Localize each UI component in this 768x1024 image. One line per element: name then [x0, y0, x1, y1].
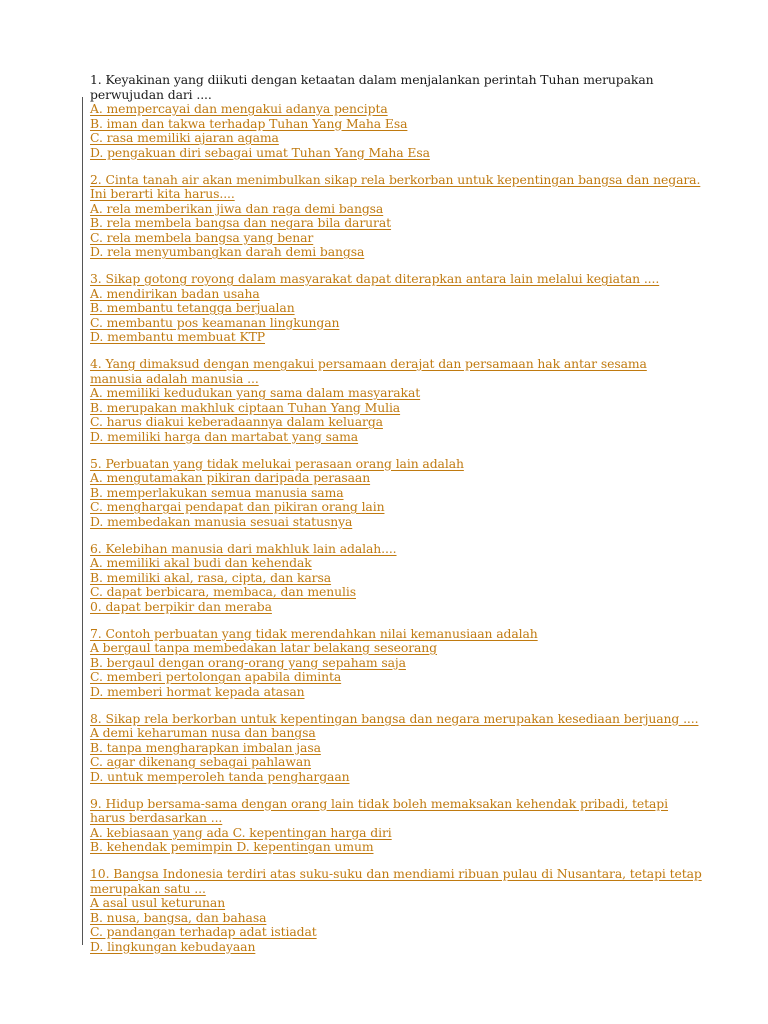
question-3-option-4[interactable]: D. membantu membuat KTP: [90, 329, 266, 344]
question-5-option-4[interactable]: D. membedakan manusia sesuai statusnya: [90, 513, 353, 529]
question-4-text-line[interactable]: 4. Yang dimaksud dengan mengakui persamaan derajat dan persamaan hak antar sesama: [90, 356, 647, 371]
question-1-text-line: 1. Keyakinan yang diikuti dengan ketaatan dalam menjalankan perintah Tuhan merupakan: [90, 72, 654, 87]
question-10-text-line[interactable]: merupakan satu ...: [90, 880, 206, 896]
margin-rule: [82, 97, 83, 945]
question-10-option-2[interactable]: B. nusa, bangsa, dan bahasa: [90, 909, 267, 925]
question-5-text-line[interactable]: 5. Perbuatan yang tidak melukai perasaan orang lain adalah: [90, 455, 464, 471]
question-4-option-2[interactable]: B. merupakan makhluk ciptaan Tuhan Yang Mulia: [90, 399, 401, 415]
question-3-option-3[interactable]: C. membantu pos keamanan lingkungan: [90, 314, 340, 330]
question-10-text-line[interactable]: 10. Bangsa Indonesia terdiri atas suku-suku dan mendiami ribuan pulau di Nusantara, tetapi tetap: [90, 866, 702, 881]
question-1-option-b[interactable]: B. iman dan takwa terhadap Tuhan Yang Maha Esa: [90, 115, 408, 131]
question-6-text-line[interactable]: 6. Kelebihan manusia dari makhluk lain adalah....: [90, 540, 397, 556]
question-4-option-4[interactable]: D. memiliki harga dan martabat yang sama: [90, 428, 359, 444]
question-7-text-line[interactable]: 7. Contoh perbuatan yang tidak merendahkan nilai kemanusiaan adalah: [90, 625, 538, 641]
question-7-option-3[interactable]: C. memberi pertolongan apabila diminta: [90, 669, 342, 684]
question-6-option-4[interactable]: 0. dapat berpikir dan meraba: [90, 598, 272, 614]
question-1-option-c[interactable]: C. rasa memiliki ajaran agama: [90, 130, 279, 145]
question-8-option-3[interactable]: C. agar dikenang sebagai pahlawan: [90, 754, 311, 769]
question-9-option-2[interactable]: B. kehendak pemimpin D. kepentingan umum: [90, 839, 374, 854]
question-10-option-4[interactable]: D. lingkungan kebudayaan: [90, 938, 256, 954]
question-7-option-4[interactable]: D. memberi hormat kepada atasan: [90, 683, 305, 699]
question-10-option-3[interactable]: C. pandangan terhadap adat istiadat: [90, 924, 317, 939]
question-2-option-2[interactable]: B. rela membela bangsa dan negara bila darurat: [90, 215, 392, 230]
question-8-option-4[interactable]: D. untuk memperoleh tanda penghargaan: [90, 768, 350, 784]
question-4-text-line[interactable]: manusia adalah manusia ...: [90, 370, 259, 386]
question-5-option-2[interactable]: B. memperlakukan semua manusia sama: [90, 484, 344, 500]
question-2-option-3[interactable]: C. rela membela bangsa yang benar: [90, 229, 314, 245]
question-8-option-2[interactable]: B. tanpa mengharapkan imbalan jasa: [90, 739, 321, 755]
question-2-option-1[interactable]: A. rela memberikan jiwa dan raga demi bangsa: [90, 200, 384, 216]
question-9-text-line[interactable]: harus berdasarkan ...: [90, 810, 223, 825]
question-2-text-line[interactable]: 2. Cinta tanah air akan menimbulkan sikap rela berkorban untuk kepentingan bangsa dan negara.: [90, 171, 701, 187]
question-9-option-1[interactable]: A. kebiasaan yang ada C. kepentingan harga diri: [90, 824, 392, 840]
question-2-option-4[interactable]: D. rela menyumbangkan darah demi bangsa: [90, 244, 365, 259]
question-8-text-line[interactable]: 8. Sikap rela berkorban untuk kepentingan bangsa dan negara merupakan kesediaan berjuang ....: [90, 710, 699, 726]
question-6-option-1[interactable]: A. memiliki akal budi dan kehendak: [90, 555, 312, 570]
question-5-option-1[interactable]: A. mengutamakan pikiran daripada perasaan: [90, 470, 371, 485]
question-6-option-3[interactable]: C. dapat berbicara, membaca, dan menulis: [90, 584, 356, 599]
question-3-option-1[interactable]: A. mendirikan badan usaha: [90, 285, 260, 301]
question-8-option-1[interactable]: A demi keharuman nusa dan bangsa: [90, 725, 316, 740]
question-7-option-2[interactable]: B. bergaul dengan orang-orang yang sepaham saja: [90, 654, 406, 670]
question-3-text-line[interactable]: 3. Sikap gotong royong dalam masyarakat dapat diterapkan antara lain melalui kegiatan ....: [90, 271, 660, 286]
question-1-option-d[interactable]: D. pengakuan diri sebagai umat Tuhan Yang Maha Esa: [90, 144, 430, 160]
question-9-text-line[interactable]: 9. Hidup bersama-sama dengan orang lain tidak boleh memaksakan kehendak pribadi, tetapi: [90, 795, 669, 811]
question-5-option-3[interactable]: C. menghargai pendapat dan pikiran orang lain: [90, 499, 385, 514]
question-4-option-1[interactable]: A. memiliki kedudukan yang sama dalam masyarakat: [90, 385, 421, 400]
question-7-option-1[interactable]: A bergaul tanpa membedakan latar belakang seseorang: [90, 640, 438, 655]
question-10-option-1[interactable]: A asal usul keturunan: [90, 895, 226, 910]
question-2-text-line[interactable]: Ini berarti kita harus....: [90, 186, 235, 201]
question-1-text-line: perwujudan dari ....: [90, 86, 212, 102]
question-1-option-a[interactable]: A. mempercayai dan mengakui adanya pencipta: [90, 101, 388, 116]
question-3-option-2[interactable]: B. membantu tetangga berjualan: [90, 300, 295, 315]
question-4-option-3[interactable]: C. harus diakui keberadaannya dalam keluarga: [90, 414, 383, 429]
question-6-option-2[interactable]: B. memiliki akal, rasa, cipta, dan karsa: [90, 569, 332, 585]
